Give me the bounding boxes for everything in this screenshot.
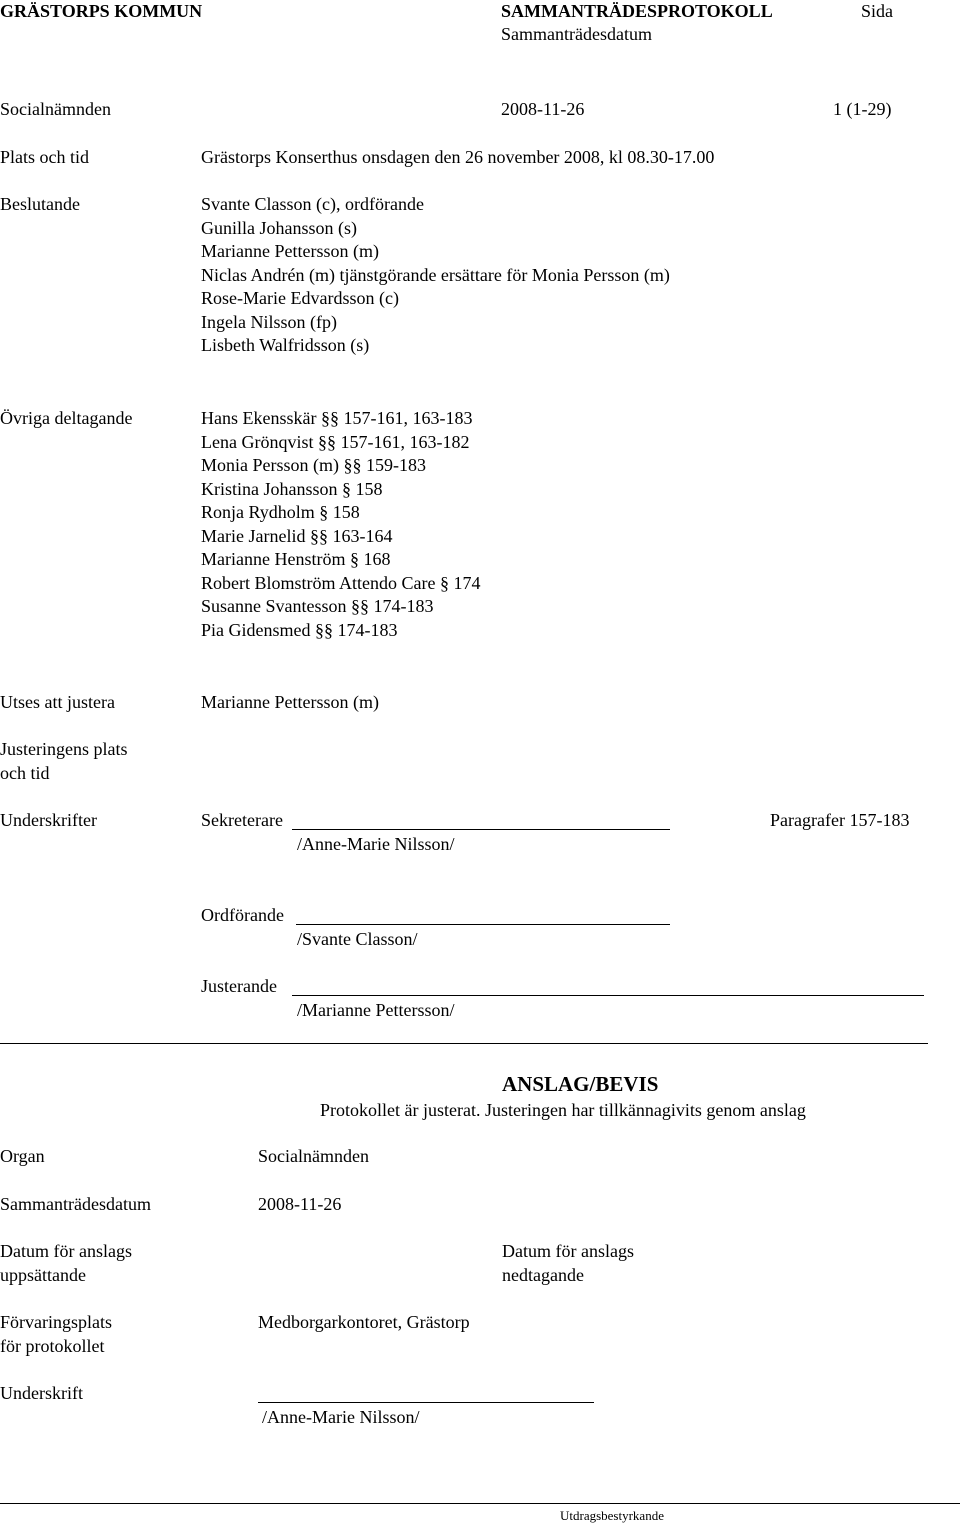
list-item: Hans Ekensskär §§ 157-161, 163-183 xyxy=(201,408,473,428)
meeting-date: 2008-11-26 xyxy=(501,99,585,119)
adjuster-value: Marianne Pettersson (m) xyxy=(201,692,379,712)
page-number: 1 (1-29) xyxy=(833,99,892,119)
list-item: Susanne Svantesson §§ 174-183 xyxy=(201,596,434,616)
removed-date-label-2: nedtagande xyxy=(502,1265,584,1285)
adjuster-signature-line xyxy=(292,995,924,996)
removed-date-label: Datum för anslags xyxy=(502,1241,634,1261)
footer-text: Utdragsbestyrkande xyxy=(560,1508,664,1523)
list-item: Rose-Marie Edvardsson (c) xyxy=(201,288,399,308)
notice-date-label: Sammanträdesdatum xyxy=(0,1194,151,1214)
list-item: Lisbeth Walfridsson (s) xyxy=(201,335,370,355)
list-item: Pia Gidensmed §§ 174-183 xyxy=(201,619,398,640)
notice-text: Protokollet är justerat. Justeringen har tillkännagivits genom anslag xyxy=(320,1100,806,1120)
committee-name: Socialnämnden xyxy=(0,99,111,119)
adjust-place-label: Justeringens plats xyxy=(0,739,128,759)
place-time-label: Plats och tid xyxy=(0,147,89,167)
storage-label-2: för protokollet xyxy=(0,1336,105,1356)
secretary-label: Sekreterare xyxy=(201,810,283,830)
chair-signature-line xyxy=(296,924,670,925)
adjuster-sign-name: /Marianne Pettersson/ xyxy=(297,1000,455,1020)
organ-value: Socialnämnden xyxy=(258,1146,369,1166)
secretary-name: /Anne-Marie Nilsson/ xyxy=(297,834,455,854)
list-item: Monia Persson (m) §§ 159-183 xyxy=(201,455,426,475)
paragraphs-range: Paragrafer 157-183 xyxy=(770,810,910,830)
list-item: Lena Grönqvist §§ 157-161, 163-182 xyxy=(201,431,470,452)
signatures-label: Underskrifter xyxy=(0,810,97,830)
secretary-signature-line xyxy=(292,829,670,830)
others-label: Övriga deltagande xyxy=(0,408,133,428)
list-item: Marie Jarnelid §§ 163-164 xyxy=(201,525,393,546)
posted-date-label: Datum för anslags xyxy=(0,1241,132,1261)
adjuster-label: Utses att justera xyxy=(0,692,115,712)
chair-name: /Svante Classon/ xyxy=(297,929,418,949)
meeting-date-label: Sammanträdesdatum xyxy=(501,24,652,44)
signature-label: Underskrift xyxy=(0,1383,83,1403)
section-divider xyxy=(0,1043,928,1044)
list-item: Svante Classon (c), ordförande xyxy=(201,194,424,214)
municipality-name: GRÄSTORPS KOMMUN xyxy=(0,1,203,21)
list-item: Ingela Nilsson (fp) xyxy=(201,311,337,332)
adjuster-sign-label: Justerande xyxy=(201,976,277,996)
deciding-label: Beslutande xyxy=(0,194,80,214)
list-item: Niclas Andrén (m) tjänstgörande ersättare för Monia Persson (m) xyxy=(201,264,670,285)
notice-signature-line xyxy=(258,1402,594,1403)
organ-label: Organ xyxy=(0,1146,45,1166)
notice-date-value: 2008-11-26 xyxy=(258,1194,342,1214)
footer-divider xyxy=(0,1503,960,1504)
page-label: Sida xyxy=(861,1,894,21)
list-item: Ronja Rydholm § 158 xyxy=(201,502,360,522)
deciding-list xyxy=(201,193,670,358)
adjust-time-label: och tid xyxy=(0,763,50,783)
others-list xyxy=(201,407,480,642)
place-time-value: Grästorps Konserthus onsdagen den 26 november 2008, kl 08.30-17.00 xyxy=(201,147,715,167)
list-item: Kristina Johansson § 158 xyxy=(201,478,383,499)
notice-signature-name: /Anne-Marie Nilsson/ xyxy=(262,1407,420,1427)
list-item: Marianne Henström § 168 xyxy=(201,549,391,569)
storage-label: Förvaringsplats xyxy=(0,1312,112,1332)
list-item: Gunilla Johansson (s) xyxy=(201,217,357,238)
list-item: Marianne Pettersson (m) xyxy=(201,241,379,261)
notice-title: ANSLAG/BEVIS xyxy=(502,1072,659,1096)
chair-label: Ordförande xyxy=(201,905,284,925)
list-item: Robert Blomström Attendo Care § 174 xyxy=(201,572,481,593)
storage-value: Medborgarkontoret, Grästorp xyxy=(258,1312,470,1332)
document-type: SAMMANTRÄDESPROTOKOLL xyxy=(501,1,773,21)
posted-date-label-2: uppsättande xyxy=(0,1265,86,1285)
